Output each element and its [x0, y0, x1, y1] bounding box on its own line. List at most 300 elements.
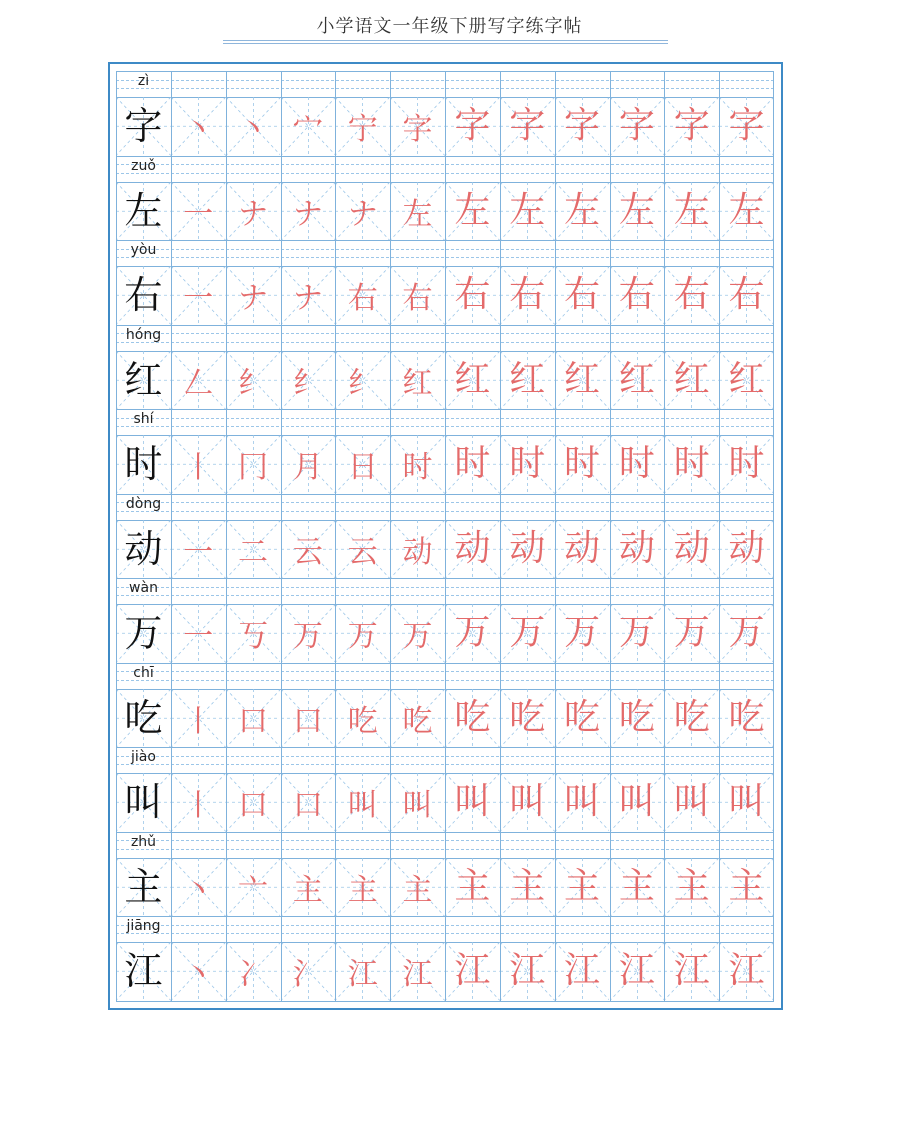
tracing-cell[interactable]	[445, 351, 500, 410]
grid-line	[664, 578, 665, 663]
tracing-cell[interactable]	[281, 435, 336, 494]
tracing-cell[interactable]	[500, 351, 555, 410]
grid-line	[116, 325, 117, 410]
tracing-cell[interactable]	[390, 351, 445, 410]
tracing-cell[interactable]	[445, 942, 500, 1001]
grid-line	[773, 156, 774, 241]
tracing-cell[interactable]	[445, 689, 500, 748]
tracing-character: 万	[673, 612, 710, 654]
tracing-cell[interactable]	[335, 773, 390, 832]
tracing-cell[interactable]	[664, 604, 719, 663]
tracing-cell[interactable]	[171, 97, 226, 156]
practice-row	[116, 578, 774, 663]
tracing-cell[interactable]	[610, 435, 665, 494]
tracing-character: 红	[673, 358, 710, 400]
grid-line	[116, 494, 117, 579]
tracing-cell[interactable]	[719, 520, 774, 579]
tracing-cell[interactable]	[226, 858, 281, 917]
grid-line	[555, 832, 556, 917]
tracing-cell[interactable]	[390, 858, 445, 917]
tracing-cell[interactable]	[555, 97, 610, 156]
grid-line	[335, 663, 336, 748]
tracing-character: 动	[509, 527, 546, 569]
grid-line	[226, 156, 227, 241]
grid-line	[226, 325, 227, 410]
tracing-cell[interactable]	[664, 435, 719, 494]
grid-line	[773, 747, 774, 832]
tracing-cell[interactable]	[390, 266, 445, 325]
tracing-cell[interactable]	[445, 435, 500, 494]
tracing-cell[interactable]	[719, 773, 774, 832]
tracing-character: 万	[509, 612, 546, 654]
tracing-cell[interactable]	[664, 520, 719, 579]
grid-line	[171, 832, 172, 917]
tracing-cell[interactable]	[500, 858, 555, 917]
tracing-character: 右	[564, 274, 601, 316]
grid-line	[445, 409, 446, 494]
grid-line	[500, 578, 501, 663]
tracing-character: 叫	[728, 781, 765, 823]
grid-line	[171, 71, 172, 156]
stroke-order-step: 右	[347, 281, 378, 317]
grid-line	[390, 916, 391, 1001]
tracing-cell[interactable]	[281, 266, 336, 325]
tracing-cell[interactable]	[555, 182, 610, 241]
grid-line	[555, 578, 556, 663]
stroke-order-step: ナ	[347, 196, 378, 232]
tracing-cell[interactable]	[226, 266, 281, 325]
tracing-cell[interactable]	[719, 435, 774, 494]
grid-line	[610, 409, 611, 494]
tracing-cell[interactable]	[610, 773, 665, 832]
grid-line	[773, 916, 774, 1001]
tracing-cell[interactable]	[445, 604, 500, 663]
tracing-character: 吃	[673, 696, 710, 738]
stroke-order-step: 右	[402, 281, 433, 317]
tracing-character: 红	[509, 358, 546, 400]
tracing-cell[interactable]	[610, 689, 665, 748]
grid-line	[773, 409, 774, 494]
tracing-cell[interactable]	[335, 351, 390, 410]
stroke-order-step: 丶	[238, 112, 269, 148]
tracing-cell[interactable]	[555, 858, 610, 917]
tracing-character: 红	[564, 358, 601, 400]
tracing-cell[interactable]	[390, 604, 445, 663]
tracing-cell[interactable]	[390, 182, 445, 241]
tracing-character: 左	[454, 189, 491, 231]
grid-line	[719, 240, 720, 325]
tracing-cell[interactable]	[390, 942, 445, 1001]
tracing-cell[interactable]	[335, 182, 390, 241]
tracing-character: 左	[509, 189, 546, 231]
tracing-cell[interactable]	[500, 435, 555, 494]
pinyin-label: yòu	[130, 242, 157, 258]
grid-line	[610, 240, 611, 325]
tracing-cell[interactable]	[445, 520, 500, 579]
tracing-cell[interactable]	[171, 942, 226, 1001]
tracing-cell[interactable]	[610, 520, 665, 579]
tracing-cell[interactable]	[171, 520, 226, 579]
stroke-order-step: 吃	[347, 703, 378, 739]
grid-line	[773, 240, 774, 325]
tracing-cell[interactable]	[500, 182, 555, 241]
tracing-character: 江	[618, 950, 655, 992]
model-character-cell	[116, 182, 171, 241]
tracing-cell[interactable]	[555, 435, 610, 494]
tracing-cell[interactable]	[719, 266, 774, 325]
grid-line	[555, 663, 556, 748]
tracing-cell[interactable]	[335, 942, 390, 1001]
tracing-cell[interactable]	[719, 689, 774, 748]
grid-line	[335, 71, 336, 156]
tracing-cell[interactable]	[226, 604, 281, 663]
grid-line	[171, 325, 172, 410]
grid-line	[500, 663, 501, 748]
tracing-cell[interactable]	[281, 858, 336, 917]
practice-row	[116, 832, 774, 917]
grid-line	[116, 409, 117, 494]
tracing-cell[interactable]	[335, 689, 390, 748]
pinyin-label: jiào	[131, 749, 156, 765]
tracing-cell[interactable]	[281, 351, 336, 410]
tracing-cell[interactable]	[500, 773, 555, 832]
grid-line	[171, 916, 172, 1001]
grid-line	[281, 325, 282, 410]
tracing-character: 时	[454, 443, 491, 485]
tracing-cell[interactable]	[555, 942, 610, 1001]
grid-line	[664, 916, 665, 1001]
stroke-order-step: 叫	[402, 788, 433, 824]
model-character-cell	[116, 266, 171, 325]
tracing-cell[interactable]	[664, 773, 719, 832]
stroke-order-step: 江	[402, 957, 433, 993]
tracing-cell[interactable]	[390, 689, 445, 748]
stroke-order-step: 云	[347, 534, 378, 570]
tracing-cell[interactable]	[281, 942, 336, 1001]
tracing-cell[interactable]	[500, 689, 555, 748]
tracing-cell[interactable]	[664, 266, 719, 325]
tracing-cell[interactable]	[719, 182, 774, 241]
model-character-cell	[116, 604, 171, 663]
tracing-cell[interactable]	[171, 266, 226, 325]
grid-line	[500, 747, 501, 832]
tracing-cell[interactable]	[500, 97, 555, 156]
grid-line	[445, 916, 446, 1001]
pinyin-label: shí	[133, 411, 154, 427]
practice-row	[116, 916, 774, 1001]
tracing-character: 字	[728, 105, 765, 147]
stroke-order-step: 冫	[238, 957, 269, 993]
stroke-order-step: 主	[402, 872, 433, 908]
grid-line	[226, 578, 227, 663]
stroke-order-step: 氵	[292, 957, 323, 993]
grid-line	[719, 663, 720, 748]
tracing-cell[interactable]	[664, 689, 719, 748]
tracing-cell[interactable]	[335, 520, 390, 579]
tracing-character: 动	[454, 527, 491, 569]
grid-line	[664, 747, 665, 832]
stroke-order-step: 丶	[183, 957, 214, 993]
tracing-character: 左	[564, 189, 601, 231]
tracing-character: 江	[509, 950, 546, 992]
tracing-cell[interactable]	[226, 942, 281, 1001]
pinyin-label: zuǒ	[131, 157, 156, 174]
tracing-character: 叫	[618, 781, 655, 823]
tracing-cell[interactable]	[500, 942, 555, 1001]
tracing-character: 万	[454, 612, 491, 654]
tracing-cell[interactable]	[610, 604, 665, 663]
stroke-order-step: 叫	[347, 788, 378, 824]
grid-line	[610, 832, 611, 917]
stroke-order-step: 口	[292, 703, 323, 739]
grid-line	[500, 325, 501, 410]
grid-line	[171, 156, 172, 241]
tracing-character: 时	[564, 443, 601, 485]
tracing-character: 字	[673, 105, 710, 147]
practice-row	[116, 325, 774, 410]
tracing-character: 左	[673, 189, 710, 231]
tracing-cell[interactable]	[390, 435, 445, 494]
grid-line	[610, 916, 611, 1001]
tracing-cell[interactable]	[171, 435, 226, 494]
tracing-cell[interactable]	[445, 266, 500, 325]
tracing-character: 右	[618, 274, 655, 316]
grid-line	[555, 325, 556, 410]
grid-line	[281, 240, 282, 325]
grid-line	[664, 409, 665, 494]
tracing-cell[interactable]	[226, 520, 281, 579]
tracing-cell[interactable]	[335, 97, 390, 156]
stroke-order-step: 月	[292, 450, 323, 486]
tracing-cell[interactable]	[610, 97, 665, 156]
stroke-order-step: 口	[292, 788, 323, 824]
tracing-cell[interactable]	[555, 351, 610, 410]
model-character-cell	[116, 942, 171, 1001]
tracing-cell[interactable]	[226, 97, 281, 156]
tracing-cell[interactable]	[610, 942, 665, 1001]
tracing-cell[interactable]	[226, 182, 281, 241]
tracing-cell[interactable]	[500, 604, 555, 663]
grid-line	[773, 325, 774, 410]
tracing-cell[interactable]	[664, 942, 719, 1001]
stroke-order-step: 日	[347, 450, 378, 486]
grid-line	[281, 71, 282, 156]
tracing-cell[interactable]	[281, 97, 336, 156]
grid-line	[445, 663, 446, 748]
grid-line	[226, 663, 227, 748]
tracing-character: 万	[728, 612, 765, 654]
grid-line	[719, 71, 720, 156]
tracing-cell[interactable]	[445, 97, 500, 156]
tracing-character: 红	[618, 358, 655, 400]
grid-line	[500, 409, 501, 494]
tracing-cell[interactable]	[719, 351, 774, 410]
tracing-cell[interactable]	[719, 858, 774, 917]
tracing-character: 主	[618, 865, 655, 907]
grid-line	[445, 578, 446, 663]
tracing-cell[interactable]	[664, 858, 719, 917]
tracing-cell[interactable]	[610, 858, 665, 917]
tracing-cell[interactable]	[555, 773, 610, 832]
practice-row	[116, 494, 774, 579]
model-character-cell	[116, 858, 171, 917]
stroke-order-step: ナ	[238, 196, 269, 232]
tracing-character: 万	[618, 612, 655, 654]
tracing-cell[interactable]	[610, 351, 665, 410]
grid-line	[500, 494, 501, 579]
tracing-cell[interactable]	[335, 858, 390, 917]
grid-line	[226, 240, 227, 325]
tracing-character: 主	[673, 865, 710, 907]
grid-line	[116, 71, 117, 156]
model-character-cell	[116, 773, 171, 832]
model-character-cell	[116, 689, 171, 748]
stroke-order-step: 万	[292, 619, 323, 655]
grid-line	[335, 916, 336, 1001]
grid-line	[500, 832, 501, 917]
stroke-order-step: 丨	[183, 703, 214, 739]
grid-line	[226, 747, 227, 832]
tracing-cell[interactable]	[610, 182, 665, 241]
tracing-character: 江	[728, 950, 765, 992]
tracing-character: 江	[454, 950, 491, 992]
stroke-order-step: 万	[402, 619, 433, 655]
grid-line	[500, 156, 501, 241]
grid-line	[719, 832, 720, 917]
grid-line	[719, 494, 720, 579]
tracing-cell[interactable]	[390, 520, 445, 579]
tracing-cell[interactable]	[610, 266, 665, 325]
tracing-cell[interactable]	[281, 520, 336, 579]
tracing-cell[interactable]	[445, 182, 500, 241]
grid-line	[664, 832, 665, 917]
tracing-cell[interactable]	[171, 604, 226, 663]
tracing-character: 右	[673, 274, 710, 316]
tracing-cell[interactable]	[226, 435, 281, 494]
grid-line	[171, 578, 172, 663]
tracing-cell[interactable]	[500, 266, 555, 325]
tracing-cell[interactable]	[281, 689, 336, 748]
tracing-cell[interactable]	[171, 858, 226, 917]
tracing-cell[interactable]	[335, 266, 390, 325]
pinyin-label: zì	[137, 73, 150, 89]
grid-line	[719, 156, 720, 241]
tracing-cell[interactable]	[335, 604, 390, 663]
grid-line	[390, 156, 391, 241]
model-character: 吃	[124, 695, 163, 740]
tracing-character: 主	[454, 865, 491, 907]
grid-line	[335, 156, 336, 241]
grid-line	[116, 916, 117, 1001]
stroke-order-step: 一	[183, 534, 214, 570]
tracing-character: 江	[564, 950, 601, 992]
tracing-cell[interactable]	[226, 773, 281, 832]
tracing-cell[interactable]	[171, 689, 226, 748]
tracing-cell[interactable]	[390, 773, 445, 832]
tracing-cell[interactable]	[664, 182, 719, 241]
tracing-character: 江	[673, 950, 710, 992]
tracing-cell[interactable]	[719, 942, 774, 1001]
tracing-cell[interactable]	[555, 520, 610, 579]
stroke-order-step: 字	[402, 112, 433, 148]
model-character-cell	[116, 351, 171, 410]
model-character: 时	[124, 442, 163, 487]
grid-line	[171, 409, 172, 494]
grid-line	[445, 325, 446, 410]
grid-line	[555, 916, 556, 1001]
tracing-cell[interactable]	[555, 266, 610, 325]
model-character: 叫	[124, 780, 163, 825]
stroke-order-step: 主	[292, 872, 323, 908]
tracing-cell[interactable]	[390, 97, 445, 156]
grid-line	[719, 916, 720, 1001]
tracing-cell[interactable]	[445, 858, 500, 917]
stroke-order-step: 丨	[183, 788, 214, 824]
practice-row	[116, 156, 774, 241]
tracing-cell[interactable]	[555, 689, 610, 748]
tracing-cell[interactable]	[281, 604, 336, 663]
grid-line	[664, 663, 665, 748]
stroke-order-step: 丨	[183, 450, 214, 486]
grid-line	[281, 409, 282, 494]
grid-line	[445, 71, 446, 156]
pinyin-label: dòng	[125, 495, 162, 512]
tracing-character: 叫	[673, 781, 710, 823]
stroke-order-step: 冂	[238, 450, 269, 486]
grid-line	[281, 578, 282, 663]
title-underline	[223, 43, 668, 44]
tracing-cell[interactable]	[664, 97, 719, 156]
grid-line	[445, 240, 446, 325]
pinyin-label: chī	[133, 664, 154, 681]
model-character: 字	[124, 104, 163, 149]
tracing-cell[interactable]	[226, 351, 281, 410]
tracing-cell[interactable]	[719, 604, 774, 663]
tracing-cell[interactable]	[664, 351, 719, 410]
tracing-cell[interactable]	[226, 689, 281, 748]
tracing-cell[interactable]	[719, 97, 774, 156]
grid-line	[445, 156, 446, 241]
stroke-order-step: 𠃋	[183, 365, 214, 401]
tracing-cell[interactable]	[171, 351, 226, 410]
tracing-cell[interactable]	[171, 773, 226, 832]
tracing-cell[interactable]	[171, 182, 226, 241]
tracing-character: 字	[618, 105, 655, 147]
model-character: 红	[124, 357, 163, 402]
tracing-cell[interactable]	[445, 773, 500, 832]
tracing-cell[interactable]	[281, 773, 336, 832]
practice-row	[116, 409, 774, 494]
stroke-order-step: 一	[183, 281, 214, 317]
stroke-order-step: 纟	[292, 365, 323, 401]
tracing-cell[interactable]	[555, 604, 610, 663]
grid-line	[719, 578, 720, 663]
tracing-cell[interactable]	[500, 520, 555, 579]
grid-line	[773, 663, 774, 748]
tracing-character: 红	[728, 358, 765, 400]
tracing-character: 字	[509, 105, 546, 147]
stroke-order-step: 丶	[183, 872, 214, 908]
tracing-cell[interactable]	[281, 182, 336, 241]
tracing-character: 主	[509, 865, 546, 907]
grid-line	[773, 832, 774, 917]
grid-line	[281, 832, 282, 917]
tracing-character: 字	[564, 105, 601, 147]
grid-line	[226, 916, 227, 1001]
grid-line	[335, 409, 336, 494]
tracing-cell[interactable]	[335, 435, 390, 494]
stroke-order-step: ナ	[238, 281, 269, 317]
